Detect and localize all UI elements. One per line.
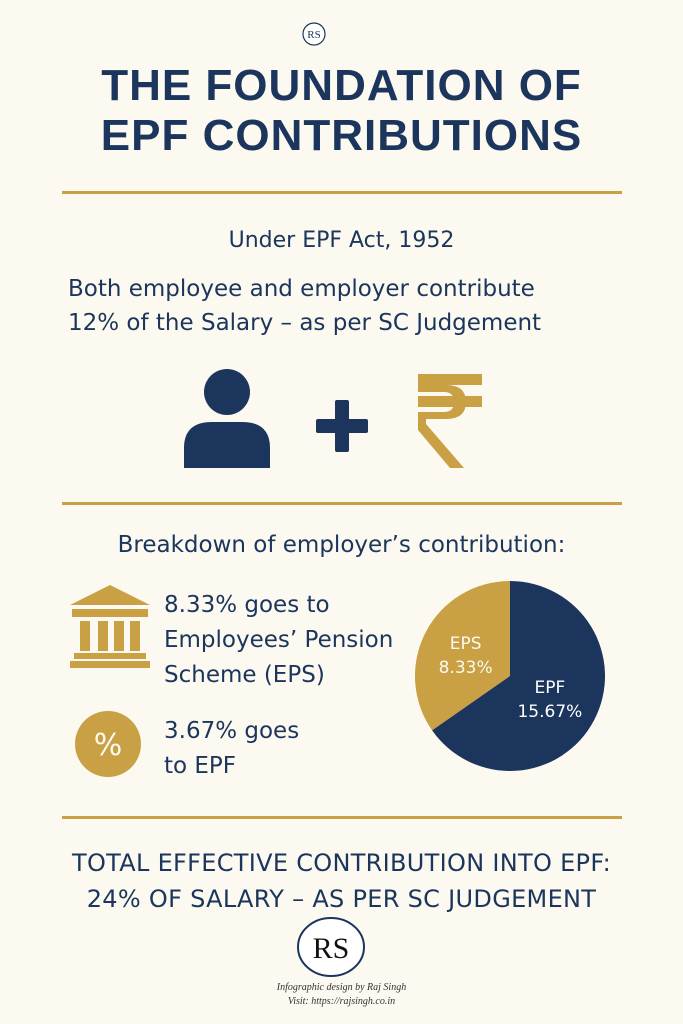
person-icon (182, 368, 272, 470)
act-subheading: Under EPF Act, 1952 (228, 228, 455, 253)
designer-credit: Infographic design by Raj Singh (276, 982, 407, 993)
pie-value-eps: 8.33% (438, 657, 493, 678)
eps-item-line: Scheme (EPS) (164, 662, 325, 688)
intro-line1: Both employee and employer contribute (68, 276, 535, 302)
rupee-icon (416, 372, 486, 472)
svg-text:%: % (93, 728, 123, 763)
divider (62, 502, 622, 505)
divider (62, 191, 622, 194)
pie-label-eps: EPS (449, 633, 482, 654)
pie-value-epf: 15.67% (517, 701, 583, 722)
rs-logo-text: RS (312, 932, 350, 965)
percent-icon (74, 710, 142, 778)
svg-text:RS: RS (307, 29, 321, 41)
contribution-pie-chart (410, 576, 610, 776)
eps-item-line: Employees’ Pension (164, 627, 394, 653)
page-title-line1: THE FOUNDATION OF (101, 61, 582, 110)
rs-logo (296, 916, 366, 978)
intro-line2: 12% of the Salary – as per SC Judgement (68, 310, 542, 336)
website-link[interactable]: Visit: https://rajsingh.co.in (287, 996, 396, 1007)
eps-item-text (164, 588, 393, 693)
epf-item-line: 3.67% goes (164, 718, 300, 744)
epf-item-line: to EPF (164, 753, 237, 779)
page-title-line2: EPF CONTRIBUTIONS (100, 111, 583, 160)
pie-label-epf: EPF (534, 677, 566, 698)
bank-icon (68, 583, 152, 669)
breakdown-heading: Breakdown of employer’s contribution: (117, 532, 566, 558)
plus-icon (314, 398, 370, 454)
top-rs-logo (302, 22, 326, 46)
total-line1: TOTAL EFFECTIVE CONTRIBUTION INTO EPF: (72, 849, 611, 877)
total-line2: 24% OF SALARY – AS PER SC JUDGEMENT (86, 885, 597, 913)
divider (62, 816, 622, 819)
epf-item-text (164, 714, 299, 784)
eps-item-line: 8.33% goes to (164, 592, 330, 618)
